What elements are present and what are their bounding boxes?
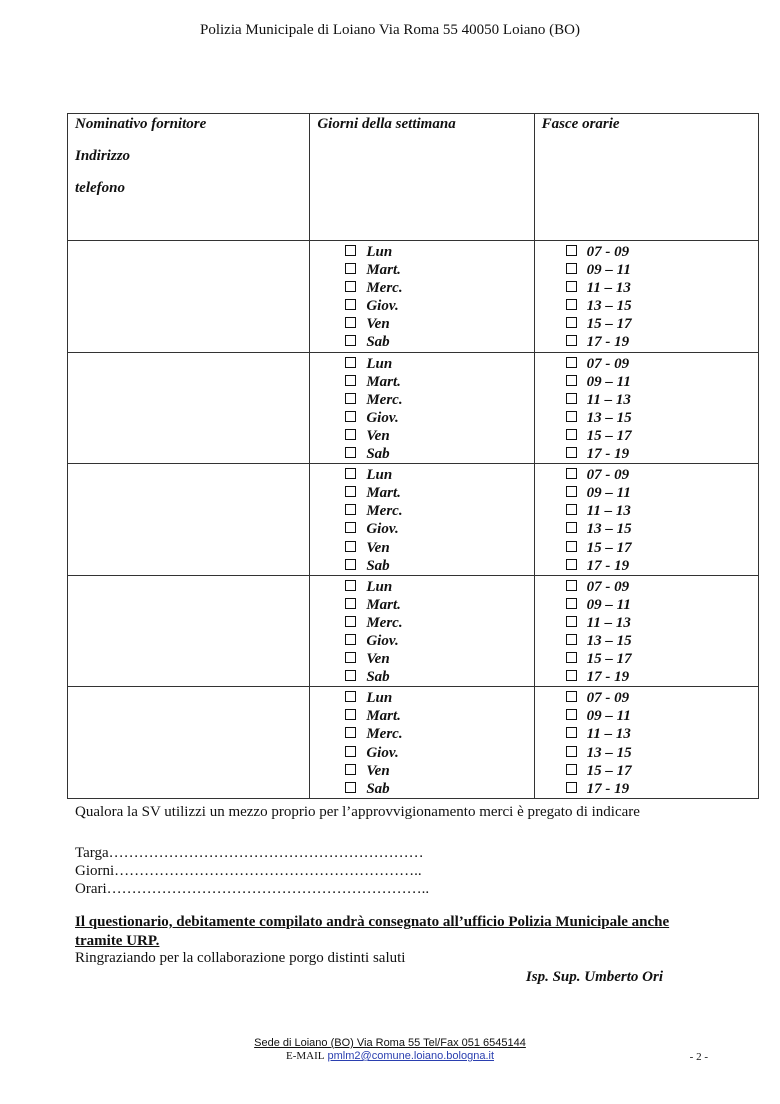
table-row <box>68 241 759 353</box>
day-option <box>310 578 533 596</box>
day-option <box>310 596 533 614</box>
time-slot-option <box>535 355 758 373</box>
table-row <box>68 687 759 799</box>
table-row <box>68 464 759 576</box>
thanks-text: Ringraziando per la collaborazione porgo distinti saluti <box>75 950 406 966</box>
day-option-label: Lun <box>366 690 393 707</box>
time-slot-option <box>535 520 758 538</box>
header-address: Indirizzo <box>75 148 131 164</box>
supplier-cell[interactable] <box>68 241 310 353</box>
checkbox[interactable] <box>345 634 356 645</box>
day-option-label: Giov. <box>366 744 399 761</box>
footer-email-label: E-MAIL <box>285 1050 325 1062</box>
time-slot-option-label: 17 - 19 <box>586 669 630 686</box>
checkbox[interactable] <box>345 281 356 292</box>
day-option-label: Sab <box>366 669 390 686</box>
table-row <box>68 575 759 687</box>
day-option-label: Sab <box>366 780 390 797</box>
day-options <box>310 241 533 352</box>
day-option <box>310 520 533 538</box>
time-slot-option <box>535 668 758 686</box>
checkbox[interactable] <box>566 393 577 404</box>
vehicle-fields <box>75 844 429 898</box>
table-row <box>68 352 759 464</box>
day-option <box>310 315 533 333</box>
checkbox[interactable] <box>566 727 577 738</box>
day-cell <box>310 241 534 353</box>
checkbox[interactable] <box>345 709 356 720</box>
checkbox[interactable] <box>566 357 577 368</box>
checkbox[interactable] <box>566 263 577 274</box>
supplier-cell[interactable] <box>68 575 310 687</box>
day-option-label: Merc. <box>366 614 403 631</box>
time-slot-option-label: 07 - 09 <box>586 467 630 484</box>
time-slot-option <box>535 557 758 575</box>
day-option-label: Mart. <box>366 708 401 725</box>
checkbox[interactable] <box>566 746 577 757</box>
checkbox[interactable] <box>566 616 577 627</box>
footer-address: Sede di Loiano (BO) Via Roma 55 Tel/Fax 051 6545144 <box>254 1037 526 1049</box>
day-option <box>310 557 533 575</box>
footer-email-link[interactable]: pmlm2@comune.loiano.bologna.it <box>327 1050 495 1062</box>
day-cell <box>310 464 534 576</box>
header-supplier <box>68 114 310 241</box>
checkbox[interactable] <box>566 652 577 663</box>
day-option <box>310 243 533 261</box>
time-slot-option <box>535 391 758 409</box>
time-slot-option <box>535 279 758 297</box>
checkbox[interactable] <box>566 522 577 533</box>
intro-text: Qualora la SV utilizzi un mezzo proprio per l’approvvigionamento merci è pregato di indicare <box>75 804 640 820</box>
table-header-row <box>68 114 759 241</box>
time-slot-option-label: 11 – 13 <box>586 280 631 297</box>
time-slot-option-label: 17 - 19 <box>586 780 630 797</box>
checkbox[interactable] <box>345 504 356 515</box>
day-option-label: Sab <box>366 557 390 574</box>
checkbox[interactable] <box>566 782 577 793</box>
supplier-cell[interactable] <box>68 352 310 464</box>
day-option <box>310 427 533 445</box>
time-slot-option-label: 09 – 11 <box>586 596 631 613</box>
time-slot-option <box>535 427 758 445</box>
time-slot-option <box>535 539 758 557</box>
day-option <box>310 707 533 725</box>
day-option-label: Merc. <box>366 280 403 297</box>
day-option-label: Ven <box>366 651 390 668</box>
day-option-label: Ven <box>366 539 390 556</box>
checkbox[interactable] <box>345 447 356 458</box>
checkbox[interactable] <box>566 299 577 310</box>
day-option <box>310 484 533 502</box>
day-option <box>310 650 533 668</box>
checkbox[interactable] <box>345 580 356 591</box>
time-slot-option-label: 13 – 15 <box>586 298 632 315</box>
time-slot-option-label: 09 – 11 <box>586 708 631 725</box>
day-option-label: Mart. <box>366 596 401 613</box>
checkbox[interactable] <box>566 764 577 775</box>
time-slot-option <box>535 261 758 279</box>
header-times-label: Fasce orarie <box>541 116 620 132</box>
time-slot-options <box>535 241 758 352</box>
checkbox[interactable] <box>566 411 577 422</box>
day-option <box>310 632 533 650</box>
time-slot-option-label: 07 - 09 <box>586 690 630 707</box>
day-option-label: Lun <box>366 244 393 260</box>
time-slot-option-label: 13 – 15 <box>586 521 632 538</box>
time-slot-option <box>535 409 758 427</box>
checkbox[interactable] <box>566 691 577 702</box>
day-option <box>310 261 533 279</box>
time-slot-option-label: 09 – 11 <box>586 262 631 279</box>
day-options <box>310 576 533 687</box>
time-slot-option <box>535 502 758 520</box>
day-option-label: Giov. <box>366 409 399 426</box>
checkbox[interactable] <box>566 429 577 440</box>
notice-text: Il questionario, debitamente compilato andrà consegnato all’ufficio Polizia Municipale anche tramite URP. <box>75 914 670 949</box>
day-option <box>310 539 533 557</box>
signature: Isp. Sup. Umberto Ori <box>525 969 663 985</box>
checkbox[interactable] <box>566 598 577 609</box>
time-slot-options <box>535 576 758 687</box>
day-option <box>310 780 533 798</box>
field-giorni[interactable]: Giorni…………………………………………………….. <box>75 863 422 879</box>
time-slot-option <box>535 707 758 725</box>
time-slot-options <box>535 687 758 798</box>
checkbox[interactable] <box>345 616 356 627</box>
checkbox[interactable] <box>566 317 577 328</box>
time-slot-option-label: 11 – 13 <box>586 503 631 520</box>
header-times <box>534 114 758 241</box>
checkbox[interactable] <box>345 746 356 757</box>
checkbox[interactable] <box>566 634 577 645</box>
time-slot-option-label: 15 – 17 <box>586 427 632 444</box>
day-option <box>310 355 533 373</box>
day-option <box>310 725 533 743</box>
checkbox[interactable] <box>345 299 356 310</box>
day-option <box>310 762 533 780</box>
field-targa[interactable]: Targa……………………………………………………… <box>75 845 424 861</box>
time-slot-option <box>535 373 758 391</box>
time-slot-option-label: 15 – 17 <box>586 316 632 333</box>
time-slot-option-label: 13 – 15 <box>586 632 632 649</box>
footer-email-line <box>0 1050 780 1063</box>
checkbox[interactable] <box>566 281 577 292</box>
day-option-label: Giov. <box>366 298 399 315</box>
time-slot-option <box>535 243 758 261</box>
supplier-cell[interactable] <box>68 464 310 576</box>
day-option <box>310 279 533 297</box>
time-slot-option-label: 11 – 13 <box>586 726 631 743</box>
time-slot-option <box>535 315 758 333</box>
checkbox[interactable] <box>345 522 356 533</box>
time-slot-option <box>535 725 758 743</box>
page-footer <box>0 1037 780 1063</box>
checkbox[interactable] <box>566 335 577 346</box>
time-slot-option-label: 11 – 13 <box>586 391 631 408</box>
checkbox[interactable] <box>566 504 577 515</box>
time-slot-option-label: 15 – 17 <box>586 762 632 779</box>
day-option-label: Merc. <box>366 503 403 520</box>
checkbox[interactable] <box>345 375 356 386</box>
day-option-label: Giov. <box>366 521 399 538</box>
time-slot-option-label: 07 - 09 <box>586 355 630 372</box>
day-option <box>310 445 533 463</box>
checkbox[interactable] <box>345 652 356 663</box>
time-slot-option <box>535 466 758 484</box>
checkbox[interactable] <box>345 764 356 775</box>
time-slot-option <box>535 614 758 632</box>
checkbox[interactable] <box>566 245 577 256</box>
day-option <box>310 466 533 484</box>
checkbox[interactable] <box>345 468 356 479</box>
day-option <box>310 614 533 632</box>
checkbox[interactable] <box>566 468 577 479</box>
time-slot-option <box>535 596 758 614</box>
time-slot-option <box>535 445 758 463</box>
time-slot-cell <box>534 464 758 576</box>
checkbox[interactable] <box>345 411 356 422</box>
checkbox[interactable] <box>566 559 577 570</box>
day-option-label: Mart. <box>366 485 401 502</box>
day-option-label: Sab <box>366 334 390 351</box>
time-slot-option-label: 07 - 09 <box>586 244 630 260</box>
header-days-label: Giorni della settimana <box>317 116 456 132</box>
time-slot-option-label: 15 – 17 <box>586 539 632 556</box>
time-slot-option-label: 09 – 11 <box>586 373 631 390</box>
day-options <box>310 687 533 798</box>
checkbox[interactable] <box>345 486 356 497</box>
day-option-label: Lun <box>366 467 393 484</box>
day-option <box>310 297 533 315</box>
day-option <box>310 333 533 351</box>
time-slot-option <box>535 689 758 707</box>
time-slot-options <box>535 464 758 575</box>
time-slot-option <box>535 484 758 502</box>
checkbox[interactable] <box>566 541 577 552</box>
checkbox[interactable] <box>345 727 356 738</box>
day-option-label: Merc. <box>366 391 403 408</box>
page-header: Polizia Municipale di Loiano Via Roma 55 40050 Loiano (BO) <box>199 22 580 38</box>
checkbox[interactable] <box>345 541 356 552</box>
time-slot-option-label: 17 - 19 <box>586 334 630 351</box>
supplier-cell[interactable] <box>68 687 310 799</box>
day-cell <box>310 575 534 687</box>
time-slot-option-label: 17 - 19 <box>586 557 630 574</box>
checkbox[interactable] <box>345 263 356 274</box>
page-number: - 2 - <box>689 1051 708 1063</box>
day-option-label: Ven <box>366 762 390 779</box>
time-slot-options <box>535 353 758 464</box>
day-cell <box>310 352 534 464</box>
header-phone: telefono <box>75 180 125 196</box>
time-slot-option-label: 07 - 09 <box>586 578 630 595</box>
time-slot-cell <box>534 687 758 799</box>
checkbox[interactable] <box>566 375 577 386</box>
time-slot-option <box>535 333 758 351</box>
checkbox[interactable] <box>566 447 577 458</box>
day-option-label: Ven <box>366 316 390 333</box>
day-option <box>310 409 533 427</box>
checkbox[interactable] <box>566 580 577 591</box>
day-option-label: Mart. <box>366 262 401 279</box>
time-slot-cell <box>534 352 758 464</box>
day-cell <box>310 687 534 799</box>
checkbox[interactable] <box>345 691 356 702</box>
checkbox[interactable] <box>345 245 356 256</box>
time-slot-cell <box>534 575 758 687</box>
time-slot-option <box>535 632 758 650</box>
day-options <box>310 353 533 464</box>
day-option <box>310 373 533 391</box>
header-days <box>310 114 534 241</box>
checkbox[interactable] <box>345 393 356 404</box>
day-option-label: Lun <box>366 355 393 372</box>
day-option-label: Sab <box>366 446 390 463</box>
day-option <box>310 744 533 762</box>
day-option <box>310 391 533 409</box>
checkbox[interactable] <box>345 598 356 609</box>
time-slot-option <box>535 297 758 315</box>
time-slot-option-label: 15 – 17 <box>586 651 632 668</box>
time-slot-option <box>535 762 758 780</box>
checkbox[interactable] <box>345 670 356 681</box>
checkbox[interactable] <box>566 486 577 497</box>
day-option-label: Lun <box>366 578 393 595</box>
field-orari[interactable]: Orari……………………………………………………….. <box>75 881 430 897</box>
time-slot-cell <box>534 241 758 353</box>
day-option-label: Mart. <box>366 373 401 390</box>
day-option-label: Ven <box>366 427 390 444</box>
day-option-label: Giov. <box>366 632 399 649</box>
time-slot-option-label: 09 – 11 <box>586 485 631 502</box>
time-slot-option-label: 17 - 19 <box>586 446 630 463</box>
day-option <box>310 689 533 707</box>
checkbox[interactable] <box>345 357 356 368</box>
day-option <box>310 502 533 520</box>
time-slot-option <box>535 744 758 762</box>
supplier-schedule-table <box>67 113 759 799</box>
time-slot-option <box>535 650 758 668</box>
checkbox[interactable] <box>345 317 356 328</box>
checkbox[interactable] <box>566 709 577 720</box>
time-slot-option-label: 13 – 15 <box>586 409 632 426</box>
time-slot-option <box>535 578 758 596</box>
time-slot-option-label: 11 – 13 <box>586 614 631 631</box>
day-options <box>310 464 533 575</box>
day-option <box>310 668 533 686</box>
checkbox[interactable] <box>345 429 356 440</box>
header-supplier-name: Nominativo fornitore <box>75 116 207 132</box>
checkbox[interactable] <box>345 335 356 346</box>
time-slot-option-label: 13 – 15 <box>586 744 632 761</box>
day-option-label: Merc. <box>366 726 403 743</box>
checkbox[interactable] <box>566 670 577 681</box>
time-slot-option <box>535 780 758 798</box>
checkbox[interactable] <box>345 559 356 570</box>
checkbox[interactable] <box>345 782 356 793</box>
